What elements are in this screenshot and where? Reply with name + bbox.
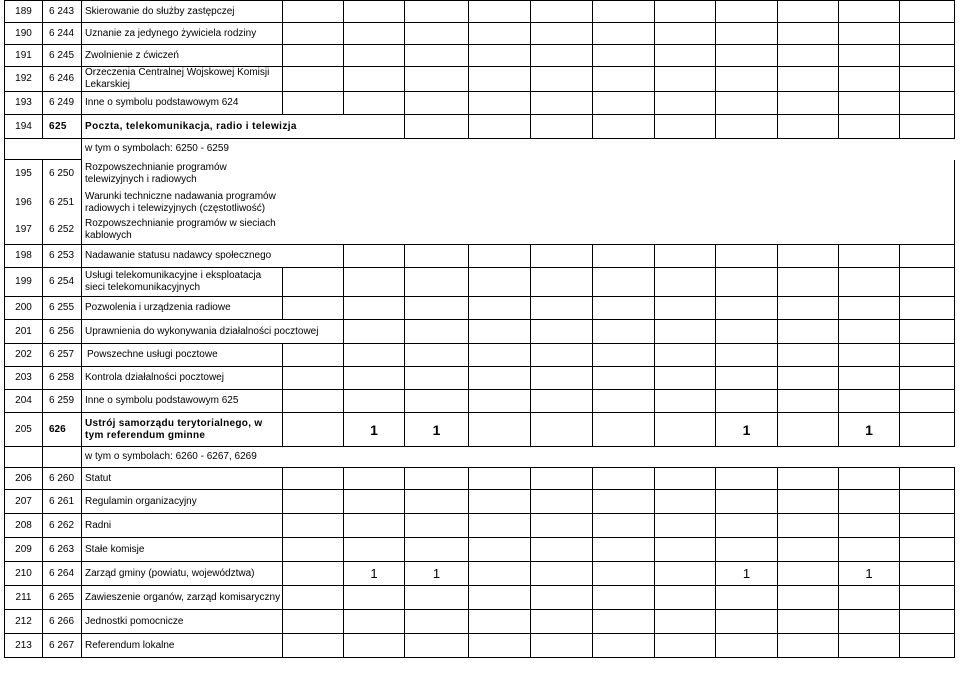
table-row: [5, 514, 955, 538]
row-number: 212: [5, 610, 43, 634]
row-title: Powszechne usługi pocztowe: [82, 344, 283, 367]
row-title: Statut: [82, 468, 283, 490]
row-symbol: 6 258: [43, 367, 82, 390]
row-title: Nadawanie statusu nadawcy społecznego: [82, 245, 344, 268]
value-cell: 1: [716, 413, 778, 447]
row-symbol: 6 260: [43, 468, 82, 490]
row-symbol: 626: [43, 413, 82, 447]
row-symbol: 6 245: [43, 45, 82, 67]
subheader-row: [5, 139, 955, 160]
row-number: 207: [5, 490, 43, 514]
row-title: Stałe komisje: [82, 538, 283, 562]
value-cell: 1: [716, 562, 778, 586]
row-number: 196: [5, 189, 43, 217]
data-table: [4, 0, 955, 658]
row-symbol: 6 255: [43, 297, 82, 320]
value-cell: 1: [405, 562, 469, 586]
row-symbol: 6 266: [43, 610, 82, 634]
table-row: [5, 562, 955, 586]
table-row: [5, 245, 955, 268]
row-number: 197: [5, 217, 43, 245]
table-row: [5, 468, 955, 490]
row-symbol: 6 244: [43, 23, 82, 45]
table-row: [5, 268, 955, 297]
row-title: Inne o symbolu podstawowym 624: [82, 92, 283, 115]
row-number: 195: [5, 160, 43, 189]
row-symbol: 6 264: [43, 562, 82, 586]
row-number: 194: [5, 115, 43, 139]
value-cell: 1: [839, 562, 900, 586]
row-title: Referendum lokalne: [82, 634, 283, 658]
row-title: Orzeczenia Centralnej Wojskowej Komisji Lekarskiej: [82, 67, 283, 92]
section-title: Ustrój samorządu terytorialnego, w tym referendum gminne: [82, 413, 283, 447]
value-cell: 1: [839, 413, 900, 447]
row-symbol: 6 246: [43, 67, 82, 92]
row-number: 210: [5, 562, 43, 586]
row-number: 208: [5, 514, 43, 538]
row-symbol: 6 252: [43, 217, 82, 245]
value-cell: 1: [344, 413, 405, 447]
table-row: [5, 586, 955, 610]
row-symbol: 6 243: [43, 1, 82, 23]
row-number: 206: [5, 468, 43, 490]
row-title: Zwolnienie z ćwiczeń: [82, 45, 283, 67]
section-row: [5, 413, 955, 447]
row-symbol: 6 257: [43, 344, 82, 367]
row-symbol: 6 251: [43, 189, 82, 217]
row-number: 191: [5, 45, 43, 67]
row-number: 202: [5, 344, 43, 367]
table-row: [5, 390, 955, 413]
row-symbol: 6 254: [43, 268, 82, 297]
row-title: Usługi telekomunikacyjne i eksploatacja sieci telekomunikacyjnych: [82, 268, 283, 297]
row-title: Skierowanie do służby zastępczej: [82, 1, 283, 23]
row-number: 209: [5, 538, 43, 562]
row-title: Rozpowszechnianie programów telewizyjnych i radiowych: [85, 162, 227, 185]
table-row: [5, 23, 955, 45]
row-number: 205: [5, 413, 43, 447]
row-symbol: 6 263: [43, 538, 82, 562]
row-number: 193: [5, 92, 43, 115]
row-title: Warunki techniczne nadawania programów radiowych i telewizyjnych (częstotliwość): [85, 190, 276, 214]
value-cell: 1: [405, 413, 469, 447]
row-symbol: 6 253: [43, 245, 82, 268]
table-row: [5, 189, 955, 217]
table-row: [5, 217, 955, 245]
table-row: [5, 538, 955, 562]
table-row: [5, 344, 955, 367]
row-symbol: 6 250: [43, 160, 82, 189]
row-number: 199: [5, 268, 43, 297]
row-title: Zarząd gminy (powiatu, województwa): [82, 562, 283, 586]
row-title: Radni: [82, 514, 283, 538]
row-title: Zawieszenie organów, zarząd komisaryczny: [82, 586, 283, 610]
row-symbol: 6 265: [43, 586, 82, 610]
table-row: [5, 67, 955, 92]
table-row: [5, 490, 955, 514]
row-symbol: 6 256: [43, 320, 82, 344]
table-row: [5, 1, 955, 23]
subheader-text: w tym o symbolach: 6250 - 6259: [85, 143, 229, 155]
row-number: 190: [5, 23, 43, 45]
subheader-row: [5, 447, 955, 468]
row-title: Uznanie za jedynego żywiciela rodziny: [82, 23, 283, 45]
row-title: Kontrola działalności pocztowej: [82, 367, 283, 390]
table-row: [5, 634, 955, 658]
row-number: 203: [5, 367, 43, 390]
table-row: [5, 92, 955, 115]
subheader-text: w tym o symbolach: 6260 - 6267, 6269: [85, 451, 257, 462]
table-row: [5, 367, 955, 390]
row-symbol: 6 259: [43, 390, 82, 413]
row-number: 213: [5, 634, 43, 658]
section-row: [5, 115, 955, 139]
table-row: [5, 297, 955, 320]
row-symbol: 625: [43, 115, 82, 139]
row-title: Inne o symbolu podstawowym 625: [82, 390, 283, 413]
table-row: [5, 160, 955, 189]
row-number: 189: [5, 1, 43, 23]
row-title: Pozwolenia i urządzenia radiowe: [82, 297, 283, 320]
row-number: 211: [5, 586, 43, 610]
row-title: Uprawnienia do wykonywania działalności pocztowej: [82, 320, 344, 344]
row-number: 201: [5, 320, 43, 344]
table-row: [5, 610, 955, 634]
row-symbol: 6 267: [43, 634, 82, 658]
row-symbol: 6 261: [43, 490, 82, 514]
row-symbol: 6 249: [43, 92, 82, 115]
row-title: Rozpowszechnianie programów w sieciach kablowych: [82, 217, 283, 245]
row-number: 192: [5, 67, 43, 92]
row-number: 200: [5, 297, 43, 320]
section-title: Poczta, telekomunikacja, radio i telewizja: [82, 115, 405, 139]
row-title: Regulamin organizacyjny: [82, 490, 283, 514]
row-symbol: 6 262: [43, 514, 82, 538]
table-row: [5, 45, 955, 67]
row-number: 198: [5, 245, 43, 268]
table-row: [5, 320, 955, 344]
value-cell: 1: [344, 562, 405, 586]
row-title: Jednostki pomocnicze: [82, 610, 283, 634]
row-number: 204: [5, 390, 43, 413]
